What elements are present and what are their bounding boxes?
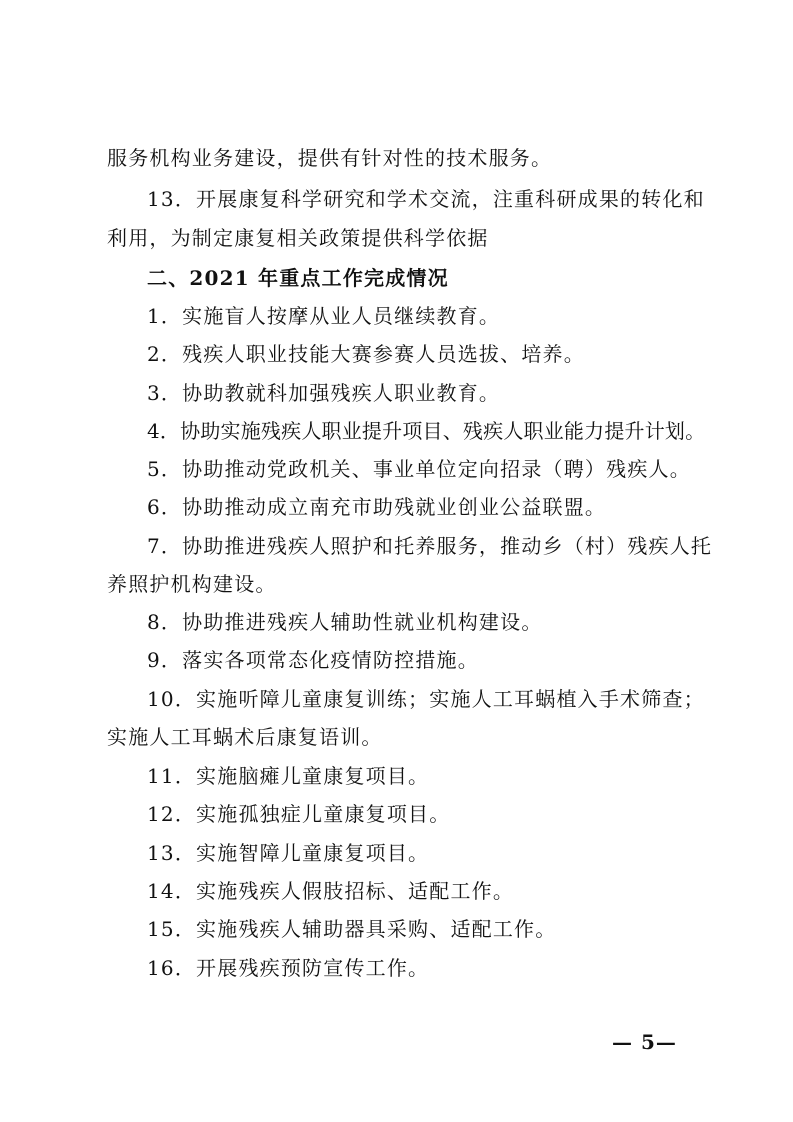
text-line-1: 服务机构业务建设，提供有针对性的技术服务。	[107, 146, 553, 170]
list-item-15: 15．实施残疾人辅助器具采购、适配工作。	[147, 917, 557, 941]
text-line-2: 13．开展康复科学研究和学术交流，注重科研成果的转化和	[147, 187, 705, 211]
list-item-10: 10．实施听障儿童康复训练；实施人工耳蜗植入手术筛查；	[147, 687, 705, 711]
list-item-8: 8．协助推进残疾人辅助性就业机构建设。	[147, 610, 543, 634]
text-line-3: 利用，为制定康复相关政策提供科学依据	[107, 226, 489, 250]
list-item-9: 9．落实各项常态化疫情防控措施。	[147, 648, 479, 672]
list-item-7-continued: 养照护机构建设。	[107, 572, 277, 596]
list-item-16: 16．开展残疾预防宣传工作。	[147, 956, 430, 980]
list-item-7: 7．协助推进残疾人照护和托养服务，推动乡（村）残疾人托	[147, 534, 713, 558]
list-item-6: 6．协助推动成立南充市助残就业创业公益联盟。	[147, 495, 607, 519]
list-item-11: 11．实施脑瘫儿童康复项目。	[147, 764, 430, 788]
section-heading: 二、2021 年重点工作完成情况	[147, 266, 449, 290]
list-item-4: 4．协助实施残疾人职业提升项目、残疾人职业能力提升计划。	[147, 419, 706, 443]
list-item-13: 13．实施智障儿童康复项目。	[147, 841, 430, 865]
page-number: — 5—	[612, 1030, 677, 1054]
list-item-12: 12．实施孤独症儿童康复项目。	[147, 802, 451, 826]
list-item-1: 1．实施盲人按摩从业人员继续教育。	[147, 304, 501, 328]
list-item-14: 14．实施残疾人假肢招标、适配工作。	[147, 879, 515, 903]
list-item-2: 2．残疾人职业技能大赛参赛人员选拔、培养。	[147, 342, 585, 366]
list-item-3: 3．协助教就科加强残疾人职业教育。	[147, 381, 501, 405]
list-item-10-continued: 实施人工耳蜗术后康复语训。	[107, 725, 383, 749]
list-item-5: 5．协助推动党政机关、事业单位定向招录（聘）残疾人。	[147, 457, 691, 481]
